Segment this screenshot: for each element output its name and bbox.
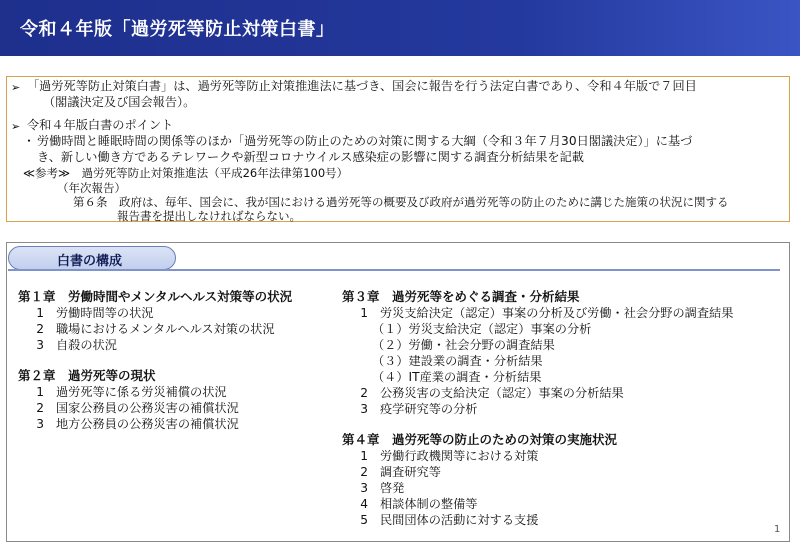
item-text: 相談体制の整備等 [380, 497, 478, 511]
divider [8, 269, 780, 271]
list-item: （４）IT産業の調査・分析結果 [372, 370, 542, 384]
page-title: 令和４年版「過労死等防止対策白書」 [20, 19, 335, 40]
item-text: 民間団体の活動に対する支援 [380, 513, 539, 527]
list-item [18, 320, 275, 337]
list-item [342, 511, 538, 528]
item-text: 自殺の状況 [56, 338, 117, 352]
item-number: 2 [360, 386, 368, 400]
summary-heading: 令和４年版白書のポイント [27, 118, 174, 132]
item-number: 1 [36, 385, 44, 399]
item-number: 3 [360, 481, 368, 495]
item-text: 労働時間等の状況 [56, 306, 154, 320]
summary-line: （閣議決定及び国会報告）。 [43, 95, 196, 109]
list-item [18, 336, 117, 353]
item-number: 4 [360, 497, 368, 511]
item-text: 国家公務員の公務災害の補償状況 [56, 401, 239, 415]
item-text: 調査研究等 [380, 465, 441, 479]
arrow-bullet-icon: ➢ [11, 120, 21, 133]
summary-box [6, 76, 790, 222]
item-text: 啓発 [380, 481, 405, 495]
item-text: 労災支給決定（認定）事案の分析及び労働・社会分野の調査結果 [380, 306, 734, 320]
item-number: 1 [36, 306, 44, 320]
chapter-heading: 第３章 過労死等をめぐる調査・分析結果 [342, 289, 580, 304]
item-number: 3 [36, 417, 44, 431]
item-text: 疫学研究等の分析 [380, 402, 478, 416]
list-item [342, 463, 441, 480]
summary-line: 労働時間と睡眠時間の関係等のほか「過労死等の防止のための対策に関する大綱（令和３年７月30日閣議決定）」に基づ [37, 134, 693, 148]
item-text: 職場におけるメンタルヘルス対策の状況 [56, 322, 275, 336]
reference-line: ≪参考≫ 過労死等防止対策推進法（平成26年法律第100号） [23, 166, 349, 180]
list-item [18, 304, 154, 321]
item-number: 3 [360, 402, 368, 416]
list-item [342, 400, 478, 417]
list-item [18, 415, 239, 432]
item-number: 5 [360, 513, 368, 527]
list-item: （３）建設業の調査・分析結果 [372, 354, 543, 368]
chapter-heading: 第２章 過労死等の現状 [18, 368, 156, 383]
reference-line: 第６条 政府は、毎年、国会に、我が国における過労死等の概要及び政府が過労死等の防止のために講じた施策の状況に関する [73, 195, 729, 209]
summary-line: き、新しい働き方であるテレワークや新型コロナウイルス感染症の影響に関する調査分析結果を記載 [37, 150, 584, 164]
list-item: （１）労災支給決定（認定）事案の分析 [372, 322, 592, 336]
chapter-heading: 第１章 労働時間やメンタルヘルス対策等の状況 [18, 289, 293, 304]
item-number: 2 [360, 465, 368, 479]
list-item [342, 304, 733, 321]
item-number: 2 [36, 401, 44, 415]
item-number: 1 [360, 306, 368, 320]
reference-line: 報告書を提出しなければならない。 [117, 209, 301, 223]
item-text: 労働行政機関等における対策 [380, 449, 539, 463]
list-item: （２）労働・社会分野の調査結果 [372, 338, 555, 352]
list-item [18, 383, 227, 400]
page-number: 1 [774, 524, 781, 535]
structure-tab-label: 白書の構成 [57, 254, 123, 269]
item-number: 1 [360, 449, 368, 463]
list-item [342, 384, 624, 401]
item-number: 3 [36, 338, 44, 352]
item-text: 公務災害の支給決定（認定）事案の分析結果 [380, 386, 624, 400]
reference-line: （年次報告） [57, 181, 126, 195]
list-item [342, 495, 478, 512]
chapter-heading: 第４章 過労死等の防止のための対策の実施状況 [342, 432, 618, 447]
summary-line: 「過労死等防止対策白書」は、過労死等防止対策推進法に基づき、国会に報告を行う法定白書であり、令和４年版で７回目 [27, 79, 697, 93]
item-number: 2 [36, 322, 44, 336]
title-bar [0, 0, 800, 56]
structure-tab [8, 246, 176, 270]
item-text: 地方公務員の公務災害の補償状況 [56, 417, 239, 431]
item-text: 過労死等に係る労災補償の状況 [56, 385, 227, 399]
dot-bullet-icon: ・ [23, 134, 36, 148]
list-item [342, 479, 404, 496]
list-item [18, 399, 239, 416]
arrow-bullet-icon: ➢ [11, 81, 21, 94]
list-item [342, 447, 538, 464]
